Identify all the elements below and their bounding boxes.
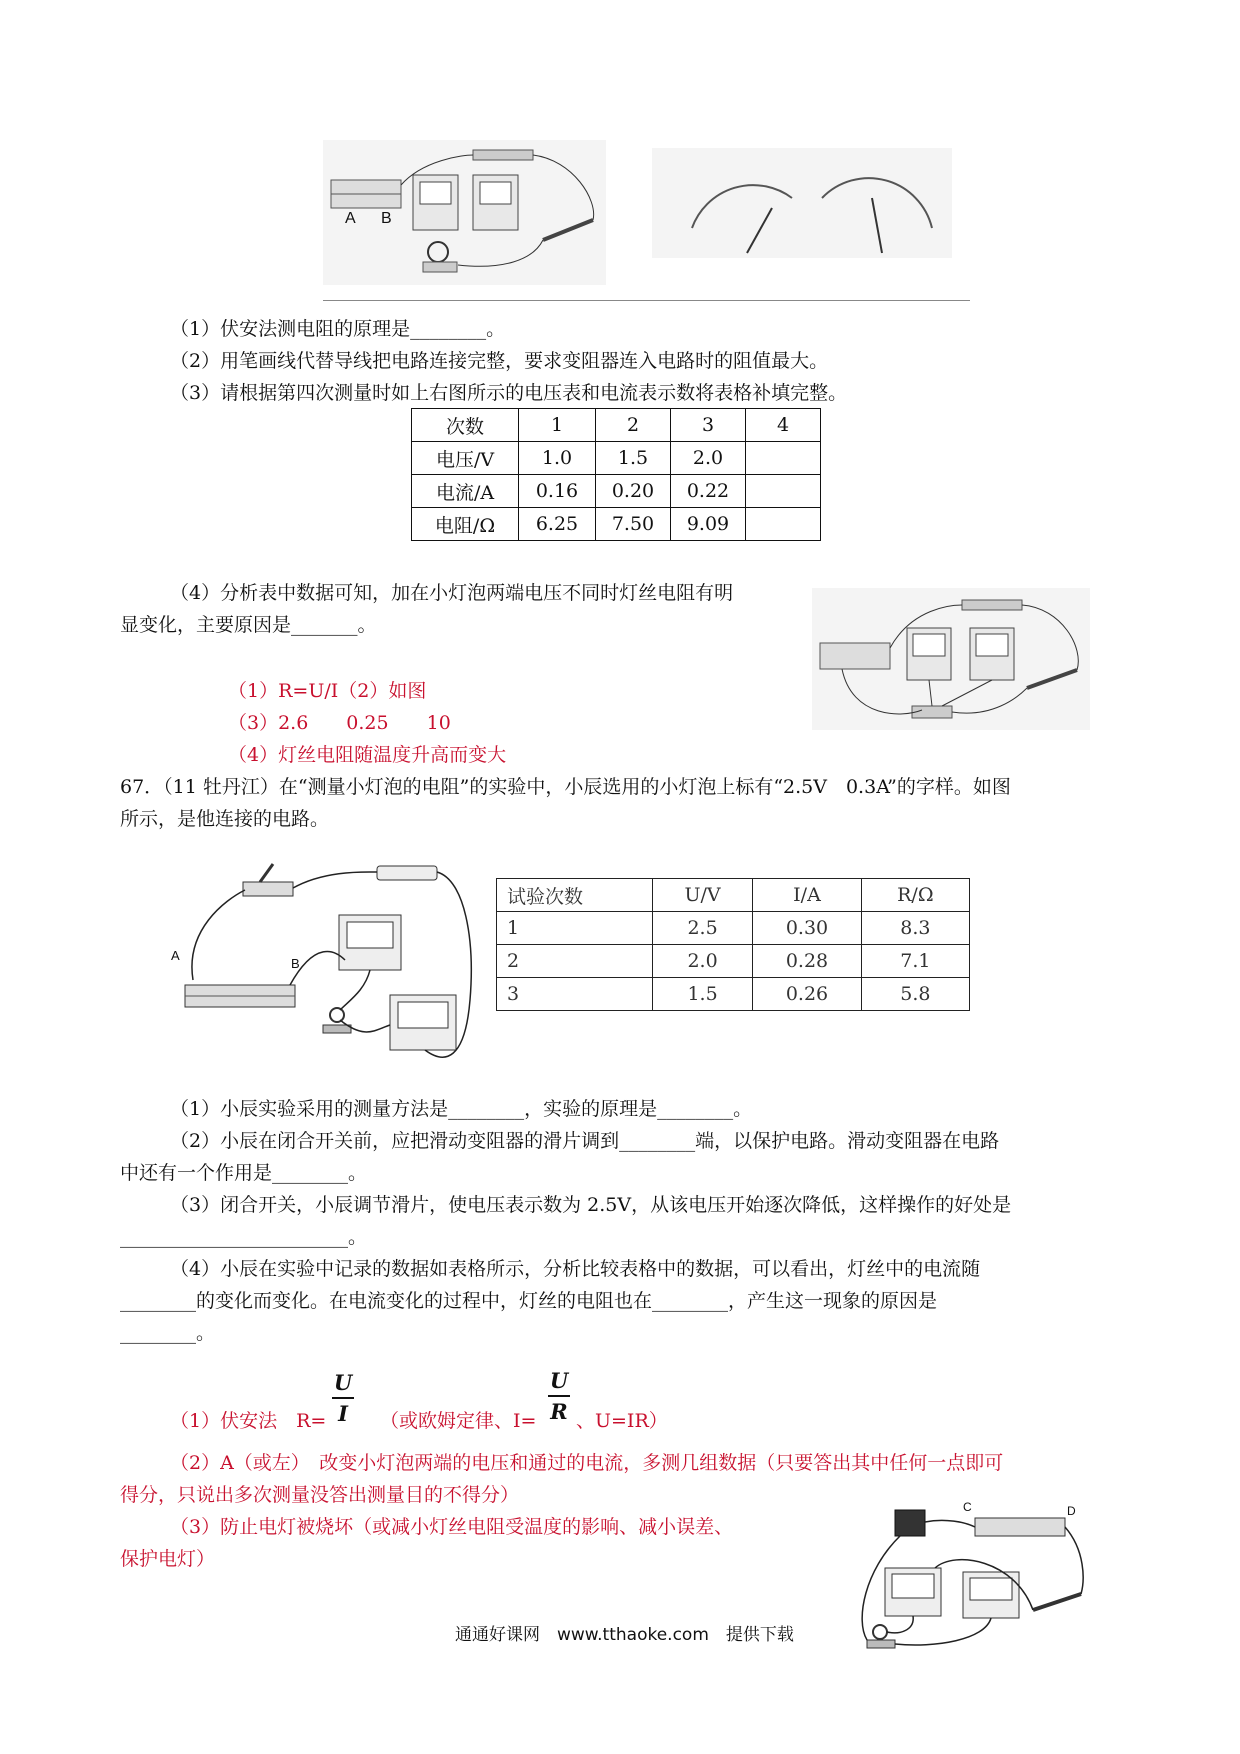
q67-answer-3-line2: 保护电灯） — [120, 1548, 216, 1570]
circuit-figure-answer-q66 — [812, 588, 1090, 730]
fig-label-a: A — [171, 948, 180, 963]
q66-part3: （3）请根据第四次测量时如上右图所示的电压表和电流表示数将表格补填完整。 — [170, 382, 848, 404]
circuit-figure-answer-q67 — [845, 1500, 1090, 1652]
fraction-denominator: I — [338, 1401, 348, 1426]
fraction-u-over-i — [332, 1370, 354, 1426]
fig-label-d: D — [1067, 1504, 1076, 1518]
fig-label-b: B — [381, 210, 392, 227]
q67-part2-line1: （2）小辰在闭合开关前，应把滑动变阻器的滑片调到________端，以保护电路。滑动变阻器在电路 — [170, 1130, 1000, 1152]
circuit-figure-top-left — [323, 140, 606, 285]
q66-part2: （2）用笔画线代替导线把电路连接完整，要求变阻器连入电路时的阻值最大。 — [170, 350, 829, 372]
fraction-numerator: U — [333, 1370, 353, 1395]
fig-label-a: A — [345, 210, 356, 227]
table-row — [497, 978, 970, 1011]
q67-data-table — [496, 878, 970, 1011]
q67-intro-line1: 67．（11 牡丹江）在“测量小灯泡的电阻”的实验中，小辰选用的小灯泡上标有“2.5V 0.3A”的字样。如图 — [120, 776, 1011, 798]
table-cell: 4 — [746, 409, 821, 442]
fraction-numerator: U — [549, 1368, 569, 1393]
table-row — [412, 409, 821, 442]
circuit-drawing — [323, 140, 606, 285]
table-cell: 0.22 — [671, 475, 746, 508]
table-cell: 2.0 — [671, 442, 746, 475]
circuit-drawing — [812, 588, 1090, 730]
circuit-figure-q67 — [165, 860, 485, 1070]
circuit-drawing — [845, 1500, 1090, 1652]
q66-part4-line1: （4）分析表中数据可知，加在小灯泡两端电压不同时灯丝电阻有明 — [170, 582, 734, 604]
fraction-bar — [548, 1395, 570, 1397]
table-cell: 7.50 — [596, 508, 671, 541]
page-footer: 通通好课网 www.tthaoke.com 提供下载 — [455, 1625, 794, 1645]
q67-part4-line1: （4）小辰在实验中记录的数据如表格所示，分析比较表格中的数据，可以看出，灯丝中的电流随 — [170, 1258, 981, 1280]
table-cell: 1.5 — [652, 978, 752, 1011]
table-cell: 电流/A — [412, 475, 519, 508]
q67-part4-line3: ________。 — [120, 1322, 216, 1344]
table-cell: 9.09 — [671, 508, 746, 541]
circuit-drawing — [165, 860, 485, 1070]
q67-answer-1-suffix: 、U=IR） — [576, 1410, 668, 1432]
fig-label-c: C — [963, 1500, 972, 1514]
table-cell: 1 — [497, 912, 653, 945]
table-cell: 3 — [497, 978, 653, 1011]
table-cell: 1.5 — [596, 442, 671, 475]
q67-answer-2-line2: 得分，只说出多次测量没答出测量目的不得分） — [120, 1484, 520, 1506]
q67-part3-line2: ________________________。 — [120, 1226, 368, 1248]
q66-part4-line2: 显变化，主要原因是_______。 — [120, 614, 377, 636]
table-cell: 0.26 — [753, 978, 861, 1011]
table-row — [412, 475, 821, 508]
table-cell: 1 — [519, 409, 596, 442]
table-cell: 0.30 — [753, 912, 861, 945]
q67-answer-1-prefix: （1）伏安法 R= — [170, 1410, 327, 1432]
q67-answer-3-line1: （3）防止电灯被烧坏（或减小灯丝电阻受温度的影响、减小误差、 — [170, 1516, 734, 1538]
table-cell: 试验次数 — [497, 879, 653, 912]
table-row — [412, 442, 821, 475]
table-cell: U/V — [652, 879, 752, 912]
q66-answer-2: （3）2.6 0.25 10 — [228, 712, 451, 734]
q67-intro-line2: 所示，是他连接的电路。 — [120, 808, 330, 830]
table-row — [497, 912, 970, 945]
table-cell: R/Ω — [861, 879, 969, 912]
table-row — [497, 879, 970, 912]
table-cell: 2.0 — [652, 945, 752, 978]
q67-part2-line2: 中还有一个作用是________。 — [120, 1162, 368, 1184]
q67-part4-line2: ________的变化而变化。在电流变化的过程中，灯丝的电阻也在________，产生这一现象的原因是 — [120, 1290, 938, 1312]
table-cell: 次数 — [412, 409, 519, 442]
table-cell: 2.5 — [652, 912, 752, 945]
table-cell — [746, 442, 821, 475]
table-cell: 1.0 — [519, 442, 596, 475]
fraction-u-over-r — [548, 1368, 570, 1424]
q67-part3-line1: （3）闭合开关，小辰调节滑片，使电压表示数为 2.5V，从该电压开始逐次降低，这样操作的好处是 — [170, 1194, 1012, 1216]
q67-answer-2-line1: （2）A（或左） 改变小灯泡两端的电压和通过的电流，多测几组数据（只要答出其中任何一点即可 — [170, 1452, 1004, 1474]
divider-line — [323, 300, 970, 301]
table-cell: 5.8 — [861, 978, 969, 1011]
fraction-denominator: R — [550, 1399, 568, 1424]
table-cell: 6.25 — [519, 508, 596, 541]
table-cell: 0.20 — [596, 475, 671, 508]
q66-answer-3: （4）灯丝电阻随温度升高而变大 — [228, 744, 507, 766]
fraction-bar — [332, 1397, 354, 1399]
q66-part1: （1）伏安法测电阻的原理是________。 — [170, 318, 506, 340]
table-cell: 2 — [497, 945, 653, 978]
table-cell: 电阻/Ω — [412, 508, 519, 541]
table-cell: 7.1 — [861, 945, 969, 978]
table-cell — [746, 475, 821, 508]
q67-part1: （1）小辰实验采用的测量方法是________，实验的原理是________。 — [170, 1098, 753, 1120]
table-row — [497, 945, 970, 978]
table-cell: 电压/V — [412, 442, 519, 475]
table-cell — [746, 508, 821, 541]
table-cell: 2 — [596, 409, 671, 442]
table-cell: 0.28 — [753, 945, 861, 978]
table-row — [412, 508, 821, 541]
q67-answer-1-middle: （或欧姆定律、I= — [380, 1410, 537, 1432]
fig-label-b: B — [291, 956, 300, 971]
table-cell: I/A — [753, 879, 861, 912]
q66-data-table — [411, 408, 821, 541]
table-cell: 8.3 — [861, 912, 969, 945]
meter-dials-drawing — [652, 148, 952, 258]
q66-answer-1: （1）R=U/I（2）如图 — [228, 680, 427, 702]
table-cell: 0.16 — [519, 475, 596, 508]
meters-figure-top-right — [652, 148, 952, 258]
table-cell: 3 — [671, 409, 746, 442]
